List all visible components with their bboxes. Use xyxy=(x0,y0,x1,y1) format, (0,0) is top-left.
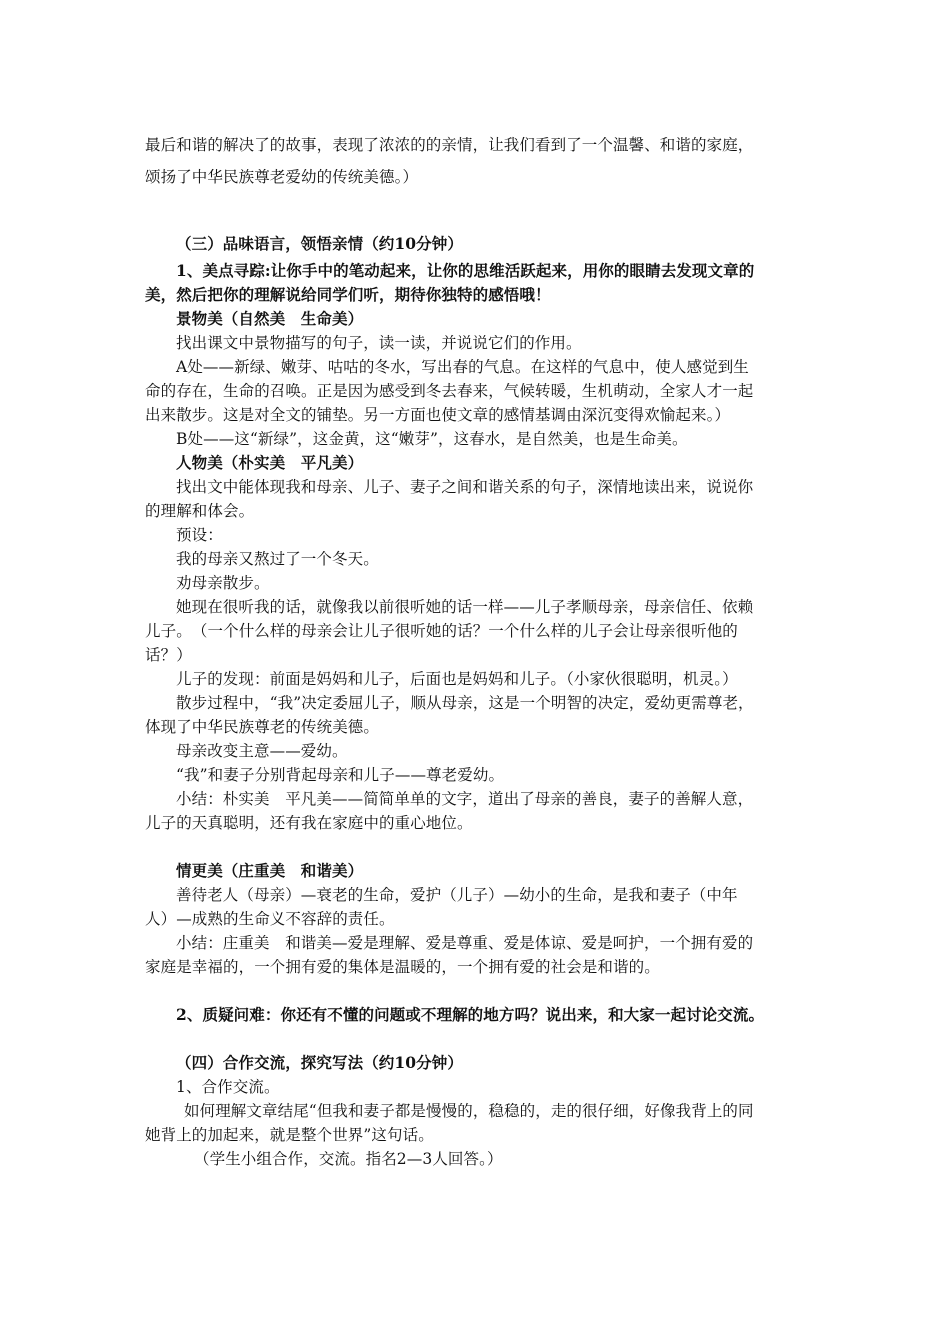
paragraph-line: 小结：朴实美 平凡美——简简单单的文字，道出了母亲的善良，妻子的善解人意， xyxy=(176,790,754,808)
paragraph-line: 我的母亲又熬过了一个冬天。 xyxy=(176,550,379,568)
paragraph-line: 预设： xyxy=(176,526,223,544)
paragraph-line: 找出文中能体现我和母亲、儿子、妻子之间和谐关系的句子，深情地读出来，说说你 xyxy=(176,478,754,496)
section-heading: （四）合作交流，探究写法（约10分钟） xyxy=(176,1053,463,1072)
subsection-title: 1、合作交流。 xyxy=(176,1078,280,1096)
paragraph-line: 出来散步。这是对全文的铺垫。另一方面也使文章的感情基调由深沉变得欢愉起来。） xyxy=(145,406,731,424)
paragraph-line: 小结：庄重美 和谐美—爱是理解、爱是尊重、爱是体谅、爱是呵护，一个拥有爱的 xyxy=(176,934,754,952)
paragraph-line: 体现了中华民族尊老的传统美德。 xyxy=(145,718,380,736)
paragraph-line: 儿子的天真聪明，还有我在家庭中的重心地位。 xyxy=(145,814,473,832)
paragraph-line: 的理解和体会。 xyxy=(145,502,255,520)
paragraph-line: 话？） xyxy=(145,646,192,664)
paragraph-line: 善待老人（母亲）—衰老的生命，爱护（儿子）—幼小的生命，是我和妻子（中年 xyxy=(176,886,738,904)
subsection-title: 人物美（朴实美 平凡美） xyxy=(176,453,364,472)
paragraph-line: 儿子。 （一个什么样的母亲会让儿子很听她的话？一个什么样的儿子会让母亲很听他的 xyxy=(145,622,738,640)
task-line: 2、质疑问难：你还有不懂的问题或不理解的地方吗？说出来，和大家一起讨论交流。 xyxy=(176,1005,765,1024)
paragraph-line: “我”和妻子分别背起母亲和儿子——尊老爱幼。 xyxy=(176,766,505,784)
paragraph-line: 找出课文中景物描写的句子，读一读，并说说它们的作用。 xyxy=(176,334,582,352)
paragraph-line: 儿子的发现：前面是妈妈和儿子，后面也是妈妈和儿子。（小家伙很聪明，机灵。） xyxy=(176,670,738,688)
paragraph-line: A处——新绿、嫩芽、咕咕的冬水，写出春的气息。在这样的气息中，使人感觉到生 xyxy=(176,358,749,376)
paragraph-line: （学生小组合作，交流。指名2—3人回答。） xyxy=(194,1150,503,1168)
paragraph-line: 家庭是幸福的，一个拥有爱的集体是温暖的，一个拥有爱的社会是和谐的。 xyxy=(145,958,660,976)
paragraph-line: 命的存在，生命的召唤。正是因为感受到冬去春来，气候转暖，生机萌动，全家人才一起 xyxy=(145,382,754,400)
intro-line: 最后和谐的解决了的故事，表现了浓浓的的亲情，让我们看到了一个温馨、和谐的家庭， xyxy=(145,136,754,154)
task-line: 1、美点寻踪:让你手中的笔动起来，让你的思维活跃起来，用你的眼睛去发现文章的 xyxy=(176,261,755,280)
task-line: 美，然后把你的理解说给同学们听，期待你独特的感悟哦！ xyxy=(145,285,551,304)
paragraph-line: 散步过程中，“我”决定委屈儿子，顺从母亲，这是一个明智的决定，爱幼更需尊老， xyxy=(176,694,754,712)
intro-line: 颂扬了中华民族尊老爱幼的传统美德。） xyxy=(145,168,419,186)
paragraph-line: 母亲改变主意——爱幼。 xyxy=(176,742,348,760)
paragraph-line: 她现在很听我的话，就像我以前很听她的话一样——儿子孝顺母亲，母亲信任、依赖 xyxy=(176,598,754,616)
paragraph-line: 人）—成熟的生命义不容辞的责任。 xyxy=(145,910,395,928)
paragraph-line: 如何理解文章结尾“但我和妻子都是慢慢的，稳稳的，走的很仔细，好像我背上的同 xyxy=(184,1102,754,1120)
paragraph-line: 劝母亲散步。 xyxy=(176,574,270,592)
section-heading: （三）品味语言，领悟亲情（约10分钟） xyxy=(176,234,463,253)
subsection-title: 情更美（庄重美 和谐美） xyxy=(176,861,364,880)
paragraph-line: 她背上的加起来，就是整个世界”这句话。 xyxy=(145,1126,434,1144)
subsection-title: 景物美（自然美 生命美） xyxy=(176,309,364,328)
paragraph-line: B处——这“新绿”，这金黄，这“嫩芽”，这春水，是自然美，也是生命美。 xyxy=(176,430,688,448)
